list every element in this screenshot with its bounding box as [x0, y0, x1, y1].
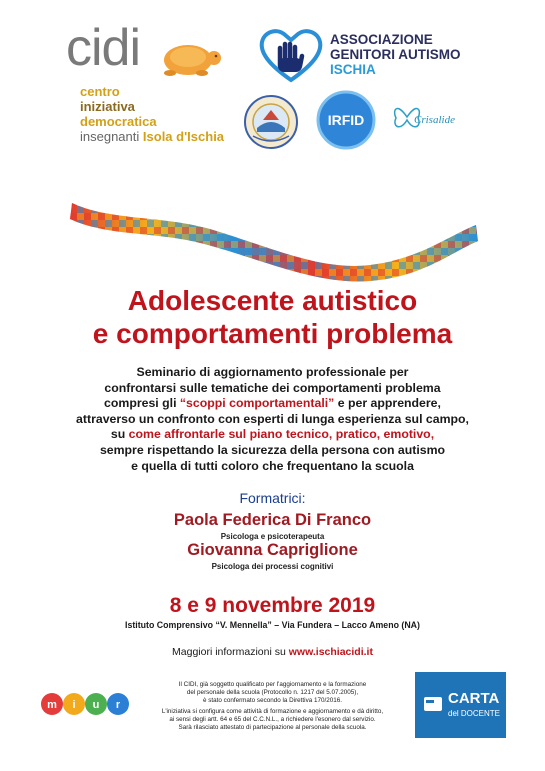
desc-line7: e quella di tutti coloro che frequentano la scuola: [131, 458, 414, 473]
crisalide-text: Crisalide: [414, 114, 455, 126]
irfid-logo: [316, 90, 376, 150]
desc-line3-a: compresi gli: [104, 396, 180, 411]
legal1-line1: Il CIDI, già soggetto qualificato per l'aggiornamento e la formazione: [178, 681, 367, 688]
svg-text:i: i: [72, 699, 76, 711]
cidi-line4: [80, 129, 224, 144]
info-prefix: Maggiori informazioni su: [172, 646, 289, 658]
desc-line3-b: e per apprendere,: [334, 396, 441, 411]
desc-line1: Seminario di aggiornamento professionale per: [136, 365, 409, 379]
legal1-line2: del personale della scuola (Protocollo n. 1217 del 5.07.2005),: [186, 689, 359, 696]
associazione-line1: ASSOCIAZIONE: [330, 32, 433, 47]
legal2-line1: L'iniziativa si configura come attività di formazione e aggiornamento e dà diritto,: [161, 708, 384, 715]
desc-line3-highlight: “scoppi comportamentali”: [179, 396, 335, 411]
legal-note-exemption: [145, 708, 400, 732]
carta-subtitle: del DOCENTE: [448, 709, 501, 718]
seminar-description: [40, 365, 505, 474]
desc-line5-a: su: [110, 427, 129, 442]
event-venue: Istituto Comprensivo “V. Mennella” – Via Fundera – Lacco Ameno (NA): [125, 620, 420, 630]
associazione-line2: GENITORI AUTISMO: [330, 47, 461, 62]
cidi-wordmark: cidi: [66, 19, 141, 77]
irfid-text: IRFID: [327, 112, 365, 128]
crisalide-logo: [392, 100, 472, 140]
associazione-text: [330, 32, 461, 77]
desc-line5: [40, 427, 505, 443]
puzzle-ribbon-image: [70, 185, 480, 295]
event-date: 8 e 9 novembre 2019: [169, 594, 376, 617]
desc-line6: sempre rispettando la sicurezza della persona con autismo: [99, 442, 446, 457]
miur-logo: [40, 690, 130, 718]
svg-text:r: r: [115, 699, 121, 711]
cidi-line3: democratica: [80, 114, 157, 129]
cidi-line1: centro: [80, 84, 120, 99]
legal-note-accreditation: [145, 681, 400, 705]
associazione-line3: ISCHIA: [330, 62, 376, 77]
svg-text:m: m: [47, 699, 57, 711]
title-line2: e comportamenti problema: [92, 318, 453, 349]
desc-line2: confrontarsi sulle tematiche dei comportamenti problema: [104, 380, 441, 395]
trainer-role-1: Psicologa e psicoterapeuta: [220, 532, 325, 541]
legal2-line3: Sarà rilasciato attestato di partecipazione al personale della scuola.: [178, 724, 367, 731]
trainer-role-2: Psicologa dei processi cognitivi: [211, 562, 334, 571]
cidi-line2: iniziativa: [80, 99, 135, 114]
desc-line3: [40, 396, 505, 412]
associazione-logo: [258, 26, 488, 86]
svg-text:u: u: [92, 699, 100, 711]
more-info: [0, 646, 545, 658]
desc-line5-highlight: come affrontarle sul piano tecnico, pratico, emotivo,: [128, 427, 435, 442]
cidi-subtitle: [80, 84, 224, 144]
carta-docente-logo: [415, 672, 506, 738]
trainer-name-1: Paola Federica Di Franco: [173, 511, 372, 529]
card-icon: [423, 694, 443, 714]
info-link[interactable]: www.ischiacidi.it: [288, 646, 373, 658]
cidi-line4-b: Isola d'Ischia: [142, 129, 225, 144]
heart-hand-icon: [258, 26, 324, 84]
legal2-line2: ai sensi degli artt. 64 e 65 del C.C.N.L., a richiedere l'esonero dal servizio.: [169, 716, 376, 723]
turtle-icon: [158, 36, 224, 78]
page-title: [0, 284, 545, 350]
cidi-logo: [66, 19, 236, 152]
seal-logo: [243, 94, 299, 150]
cidi-line4-a: insegnanti: [80, 129, 140, 144]
title-line1: Adolescente autistico: [127, 285, 418, 316]
trainer-name-2: Giovanna Capriglione: [187, 541, 358, 559]
legal1-line3: è stato confermato secondo la Direttiva 170/2016.: [203, 697, 342, 704]
carta-title: CARTA: [448, 690, 500, 707]
formatrici-label: Formatrici:: [239, 490, 306, 506]
desc-line4: attraverso un confronto con esperti di lunga esperienza sul campo,: [76, 411, 469, 426]
